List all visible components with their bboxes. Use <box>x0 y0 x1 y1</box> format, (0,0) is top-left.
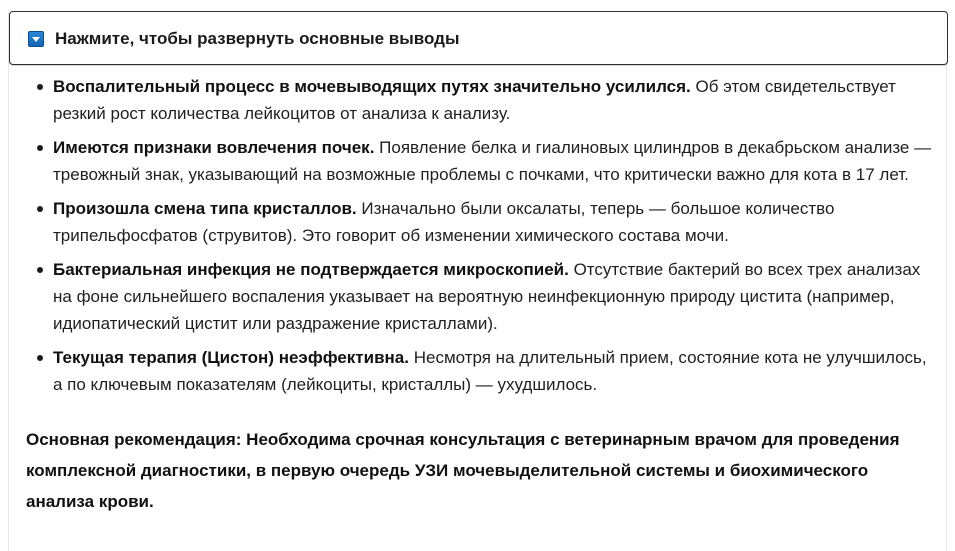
expand-summary-toggle[interactable] <box>9 11 948 65</box>
summary-label[interactable]: Нажмите, чтобы развернуть основные выводы <box>55 29 460 48</box>
finding-text: Несмотря на длительный прием, состояние кота не улучшилось, а по ключевым показателям (лейкоциты, кристаллы) — ухудшилось. <box>53 348 927 394</box>
finding-title: Произошла смена типа кристаллов. <box>53 199 357 218</box>
list-item <box>18 256 938 337</box>
finding-text: Изначально были оксалаты, теперь — большое количество трипельфосфатов (струвитов). Это говорит об изменении химического состава мочи. <box>53 199 835 245</box>
expand-toggle-icon[interactable] <box>28 31 44 47</box>
finding-title: Имеются признаки вовлечения почек. <box>53 138 375 157</box>
finding-title: Бактериальная инфекция не подтверждается микроскопией. <box>53 260 569 279</box>
list-item <box>18 344 938 398</box>
list-item <box>18 195 938 249</box>
list-item <box>18 134 938 188</box>
finding-title: Воспалительный процесс в мочевыводящих путях значительно усилился. <box>53 77 691 96</box>
finding-title: Текущая терапия (Цистон) неэффективна. <box>53 348 409 367</box>
findings-list <box>18 73 938 405</box>
list-item <box>18 73 938 127</box>
finding-text: Об этом свидетельствует резкий рост количества лейкоцитов от анализа к анализу. <box>53 77 896 123</box>
finding-text: Появление белка и гиалиновых цилиндров в декабрьском анализе — тревожный знак, указывающий на возможные проблемы с почками, что критически важно для кота в 17 лет. <box>53 138 932 184</box>
finding-text: Отсутствие бактерий во всех трех анализах на фоне сильнейшего воспаления указывает на вероятную неинфекционную природу цистита (например, идиопатический цистит или раздражение кристаллами). <box>53 260 921 333</box>
main-recommendation: Основная рекомендация: Необходима срочная консультация с ветеринарным врачом для проведения комплексной диагностики, в первую очередь УЗИ мочевыделительной системы и биохимического анализа крови. <box>26 430 900 511</box>
